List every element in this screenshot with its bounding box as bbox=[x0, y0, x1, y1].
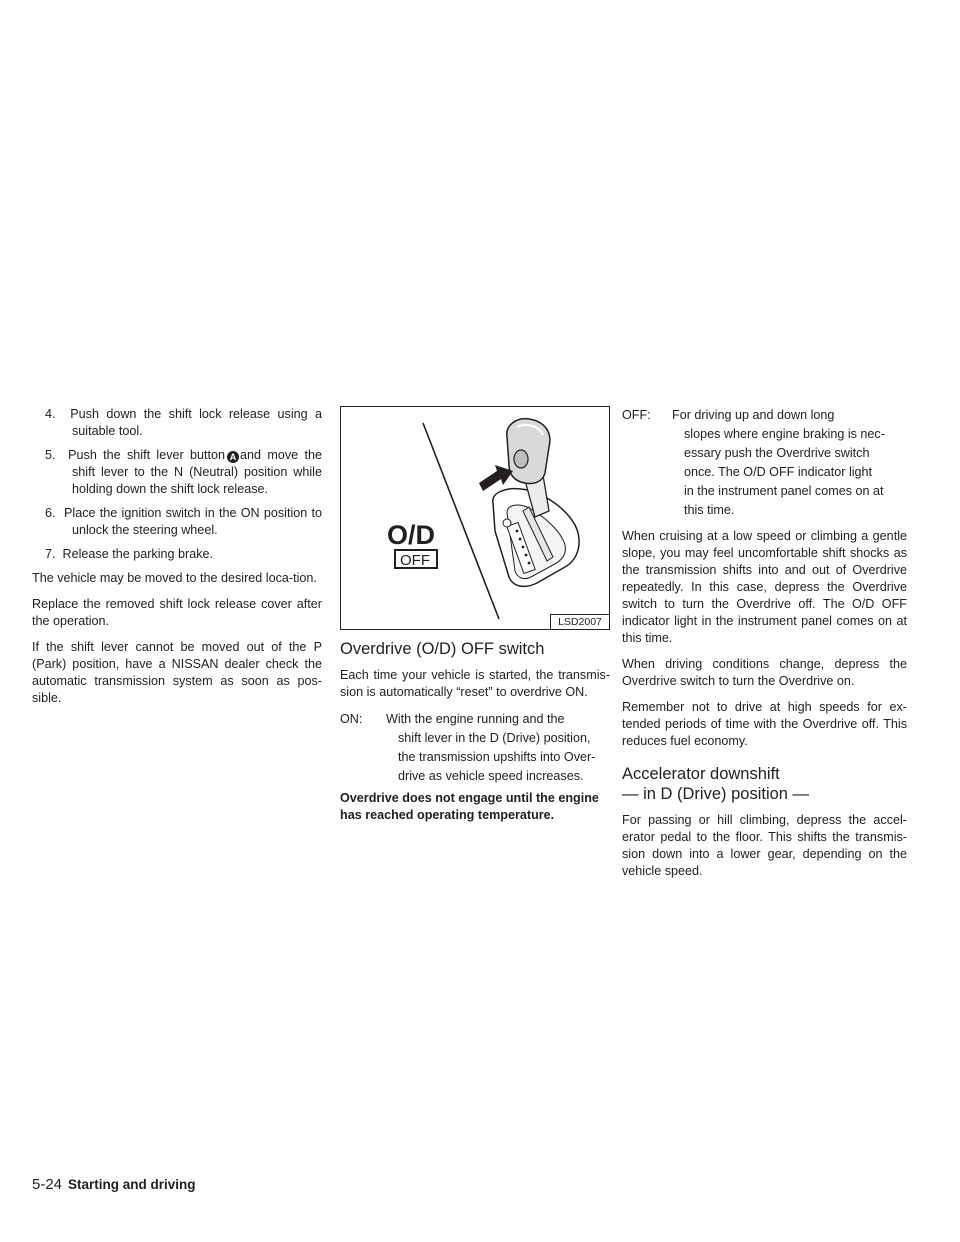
heading-line-2: — in D (Drive) position — bbox=[622, 785, 810, 803]
middle-column bbox=[340, 406, 610, 833]
heading-overdrive-switch: Overdrive (O/D) OFF switch bbox=[340, 640, 545, 658]
definition-line: For driving up and down long bbox=[672, 408, 835, 422]
step-4 bbox=[32, 406, 322, 440]
paragraph-reset: Each time your vehicle is started, the transmis-sion is automatically “reset” to overdrive ON. bbox=[340, 668, 610, 699]
gear-dot bbox=[528, 562, 531, 565]
gear-dot bbox=[519, 538, 522, 541]
gear-dot bbox=[522, 546, 525, 549]
step-5-text-after: and move the shift lever to the N (Neutral) position while holding down the shift lock release. bbox=[72, 448, 322, 496]
overdrive-button-icon bbox=[514, 450, 528, 468]
step-6-number: 6. bbox=[45, 506, 56, 520]
definition-on bbox=[340, 710, 610, 786]
lock-release-icon bbox=[503, 519, 511, 527]
overdrive-switch-figure bbox=[340, 406, 610, 630]
step-6-text: Place the ignition switch in the ON position to unlock the steering wheel. bbox=[64, 506, 323, 537]
gear-dot bbox=[516, 530, 519, 533]
step-7-number: 7. bbox=[45, 547, 56, 561]
figure-label: LSD2007 bbox=[550, 614, 609, 629]
paragraph-conditions-change: When driving conditions change, depress the Overdrive switch to turn the Overdrive on. bbox=[622, 657, 907, 688]
definition-line: slopes where engine braking is nec- bbox=[684, 427, 885, 441]
step-7 bbox=[32, 546, 322, 563]
definition-line: the transmission upshifts into Over- bbox=[398, 750, 596, 764]
definition-line: drive as vehicle speed increases. bbox=[398, 769, 584, 783]
definition-term-on: ON: bbox=[340, 712, 363, 726]
paragraph-replace-cover: Replace the removed shift lock release cover after the operation. bbox=[32, 597, 322, 628]
paragraph-move-vehicle: The vehicle may be moved to the desired loca-tion. bbox=[32, 571, 317, 585]
gear-dot bbox=[525, 554, 528, 557]
definition-term-off: OFF: bbox=[622, 408, 651, 422]
off-indicator-text: OFF bbox=[400, 552, 430, 569]
step-4-text: Push down the shift lock release using a suitable tool. bbox=[70, 407, 322, 438]
step-5-text-before: Push the shift lever button bbox=[68, 448, 226, 462]
definition-body-off bbox=[672, 406, 907, 520]
paragraph-shift-shocks: When cruising at a low speed or climbing a gentle slope, you may feel uncomfortable shift shocks as the transmission shifts into and out of Overdrive repeatedly. In this case, depress the Overdrive switch to turn the Overdrive off. The O/D OFF indicator light in the instrument panel comes on at this time. bbox=[622, 529, 907, 645]
page-number: 5-24 bbox=[32, 1176, 63, 1193]
callout-a-icon: A bbox=[227, 451, 239, 463]
definition-line: once. The O/D OFF indicator light bbox=[684, 465, 873, 479]
definition-line: With the engine running and the bbox=[386, 712, 565, 726]
paragraph-fuel-economy: Remember not to drive at high speeds for ex-tended periods of time with the Overdrive off. This reduces fuel economy. bbox=[622, 700, 907, 748]
definition-line: this time. bbox=[684, 503, 735, 517]
definition-off bbox=[622, 406, 907, 520]
step-5-number: 5. bbox=[45, 448, 56, 462]
definition-line: shift lever in the D (Drive) position, bbox=[398, 731, 591, 745]
pointer-arrow-icon bbox=[479, 465, 513, 491]
shift-knob bbox=[507, 419, 550, 484]
note-operating-temperature: Overdrive does not engage until the engine has reached operating temperature. bbox=[340, 791, 599, 822]
shift-lever-illustration bbox=[341, 407, 609, 629]
definition-line: essary push the Overdrive switch bbox=[684, 446, 870, 460]
od-indicator-text: O/D bbox=[387, 520, 436, 550]
paragraph-dealer-check: If the shift lever cannot be moved out of the P (Park) position, have a NISSAN dealer check the automatic transmission system as soon as pos-sible. bbox=[32, 640, 322, 705]
definition-body-on bbox=[386, 710, 610, 786]
section-title: Starting and driving bbox=[68, 1177, 196, 1192]
page-footer bbox=[32, 1176, 196, 1194]
left-column bbox=[32, 406, 322, 716]
right-column bbox=[622, 406, 907, 889]
heading-line-1: Accelerator downshift bbox=[622, 765, 780, 783]
step-6 bbox=[32, 505, 322, 539]
step-5 bbox=[32, 447, 322, 498]
paragraph-passing: For passing or hill climbing, depress the accel-erator pedal to the floor. This shifts the transmis-sion down into a lower gear, depending on the vehicle speed. bbox=[622, 813, 907, 878]
step-4-number: 4. bbox=[45, 407, 56, 421]
definition-line: in the instrument panel comes on at bbox=[684, 484, 884, 498]
step-7-text: Release the parking brake. bbox=[62, 547, 214, 561]
heading-accelerator-downshift bbox=[622, 764, 907, 804]
